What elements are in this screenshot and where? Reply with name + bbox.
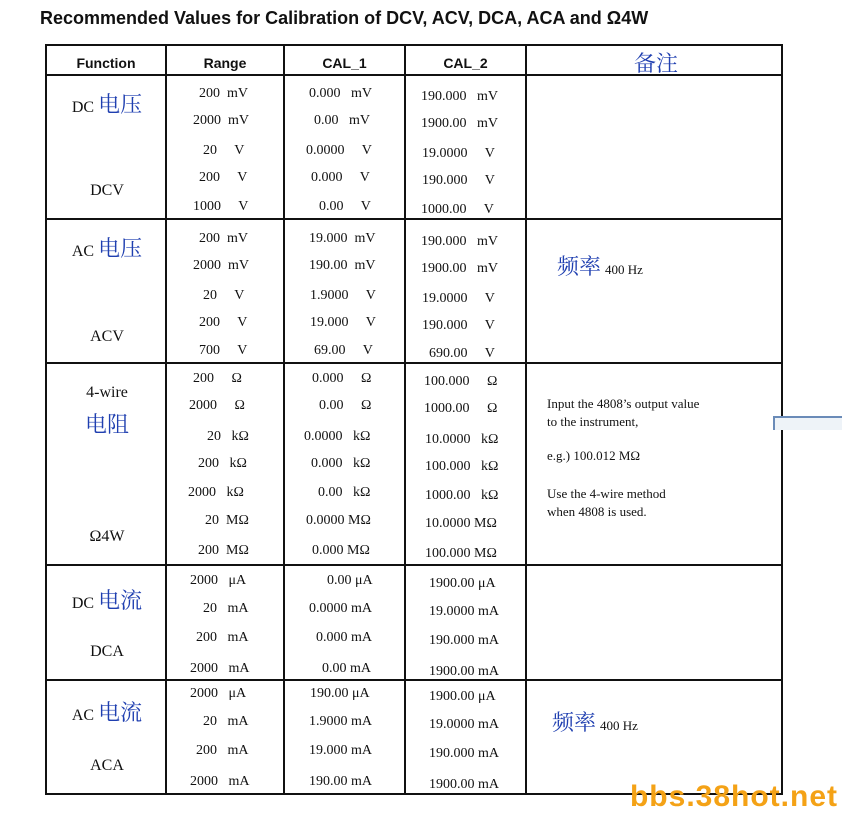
header-cal1: CAL_1 [322, 55, 367, 71]
cal2-cell: 190.000 mA [429, 746, 499, 761]
note-line: when 4808 is used. [547, 504, 647, 519]
function-label [47, 232, 167, 263]
range-cell: 20 V [203, 143, 245, 158]
cal1-cell: 0.000 kΩ [311, 456, 371, 471]
cal1-cell: 0.0000 V [306, 143, 372, 158]
frequency-value: 400 Hz [605, 262, 643, 277]
cal2-cell: 190.000 V [422, 318, 495, 333]
range-cell: 2000 μA [190, 686, 247, 701]
cal2-cell: 19.0000 V [422, 291, 495, 306]
function-chinese: 电阻 [84, 413, 129, 438]
range-cell: 2000 μA [190, 573, 247, 588]
function-name: DCA [90, 643, 124, 660]
cal2-cell: 19.0000 mA [429, 717, 499, 732]
cal1-cell: 190.00 mV [309, 258, 376, 273]
page-title: Recommended Values for Calibration of DCV, ACV, DCA, ACA and Ω4W [40, 8, 649, 28]
cal1-cell: 0.000 mA [316, 630, 372, 645]
cal1-cell: 0.00 kΩ [318, 485, 371, 500]
cal1-cell: 0.000 mV [309, 86, 372, 101]
range-cell: 200 mA [196, 630, 249, 645]
cal1-cell: 0.0000 mA [309, 601, 372, 616]
frequency-label: 频率 [552, 711, 597, 736]
cal1-cell: 0.00 Ω [319, 398, 372, 413]
cal1-cell: 0.000 MΩ [312, 543, 370, 558]
row-divider [47, 362, 781, 364]
range-cell: 700 V [199, 343, 248, 358]
cal2-cell: 1900.00 mA [429, 777, 499, 792]
window-edge-fragment [773, 416, 842, 430]
function-chinese: 电流 [98, 589, 143, 614]
function-code: AC [71, 243, 95, 260]
function-label [47, 88, 167, 119]
range-cell: 20 kΩ [207, 429, 249, 444]
cal2-cell: 1000.00 Ω [424, 401, 498, 416]
range-cell: 200 mV [199, 86, 248, 101]
range-cell: 20 V [203, 288, 245, 303]
range-cell: 200 Ω [193, 371, 242, 386]
range-cell: 2000 mA [190, 774, 250, 789]
note-line: to the instrument, [547, 414, 639, 429]
cal2-cell: 1900.00 μA [429, 576, 496, 591]
function-code: DC [71, 99, 95, 116]
range-cell: 200 kΩ [198, 456, 247, 471]
watermark: bbs.38hot.net [629, 780, 838, 813]
range-cell: 200 mA [196, 743, 249, 758]
frequency-note [552, 706, 638, 737]
range-cell: 2000 kΩ [188, 485, 244, 500]
function-label [47, 696, 167, 727]
range-cell: 2000 mA [190, 661, 250, 676]
cal1-cell: 0.00 mA [322, 661, 371, 676]
cal1-cell: 0.00 μA [327, 573, 373, 588]
frequency-note [557, 250, 643, 281]
header-range: Range [203, 55, 247, 71]
cal2-cell: 19.0000 V [422, 146, 495, 161]
function-code: 4-wire [86, 384, 128, 401]
cal1-cell: 0.00 V [319, 199, 371, 214]
cal1-cell: 0.0000 kΩ [304, 429, 371, 444]
range-cell: 200 V [199, 170, 248, 185]
function-chinese: 电流 [98, 701, 143, 726]
range-cell: 20 mA [203, 601, 249, 616]
range-cell: 2000 Ω [189, 398, 245, 413]
function-chinese: 电压 [98, 93, 143, 118]
range-cell: 1000 V [193, 199, 249, 214]
range-cell: 2000 mV [193, 258, 249, 273]
cal1-cell: 19.000 mV [309, 231, 376, 246]
cal2-cell: 1000.00 V [421, 202, 494, 217]
frequency-value: 400 Hz [600, 718, 638, 733]
cal2-cell: 1900.00 mV [421, 261, 498, 276]
function-chinese: 电压 [98, 237, 143, 262]
cal1-cell: 19.000 mA [309, 743, 372, 758]
function-name: ACA [90, 757, 124, 774]
cal1-cell: 0.00 mV [314, 113, 370, 128]
cal1-cell: 1.9000 mA [309, 714, 372, 729]
note-line: e.g.) 100.012 MΩ [547, 448, 641, 463]
cal2-cell: 10.0000 kΩ [425, 432, 499, 447]
function-name: DCV [90, 182, 124, 199]
cal2-cell: 190.000 V [422, 173, 495, 188]
function-name: Ω4W [89, 528, 125, 545]
function-code: AC [71, 707, 95, 724]
note-line: Input the 4808’s output value [547, 396, 700, 411]
cal1-cell: 190.00 μA [310, 686, 370, 701]
cal2-cell: 1000.00 kΩ [425, 488, 499, 503]
cal2-cell: 100.000 Ω [424, 374, 498, 389]
cal2-cell: 1900.00 μA [429, 689, 496, 704]
note-line: Use the 4-wire method [547, 486, 666, 501]
range-cell: 200 mV [199, 231, 248, 246]
function-name: ACV [90, 328, 124, 345]
cal1-cell: 69.00 V [314, 343, 373, 358]
range-cell: 200 V [199, 315, 248, 330]
cal1-cell: 0.000 Ω [312, 371, 372, 386]
cal2-cell: 190.000 mV [421, 89, 498, 104]
function-label [47, 584, 167, 615]
cal1-cell: 190.00 mA [309, 774, 372, 789]
header-notes: 备注 [633, 52, 678, 77]
cal2-cell: 690.00 V [429, 346, 495, 361]
row-divider [47, 218, 781, 220]
cal2-cell: 1900.00 mV [421, 116, 498, 131]
range-cell: 20 mA [203, 714, 249, 729]
range-cell: 20 MΩ [205, 513, 249, 528]
range-cell: 200 MΩ [198, 543, 249, 558]
cal1-cell: 0.000 V [311, 170, 370, 185]
cal1-cell: 19.000 V [310, 315, 376, 330]
cal2-cell: 100.000 kΩ [425, 459, 499, 474]
cal2-cell: 19.0000 mA [429, 604, 499, 619]
cal1-cell: 1.9000 V [310, 288, 376, 303]
function-code: DC [71, 595, 95, 612]
calibration-table [45, 44, 783, 795]
cal2-cell: 100.000 MΩ [425, 546, 497, 561]
cal2-cell: 190.000 mV [421, 234, 498, 249]
cal2-cell: 1900.00 mA [429, 664, 499, 679]
cal2-cell: 190.000 mA [429, 633, 499, 648]
row-divider [47, 679, 781, 681]
range-cell: 2000 mV [193, 113, 249, 128]
cal1-cell: 0.0000 MΩ [306, 513, 371, 528]
row-divider [47, 564, 781, 566]
header-cal2: CAL_2 [443, 55, 488, 71]
frequency-label: 频率 [557, 255, 602, 280]
header-function: Function [76, 55, 136, 71]
cal2-cell: 10.0000 MΩ [425, 516, 497, 531]
